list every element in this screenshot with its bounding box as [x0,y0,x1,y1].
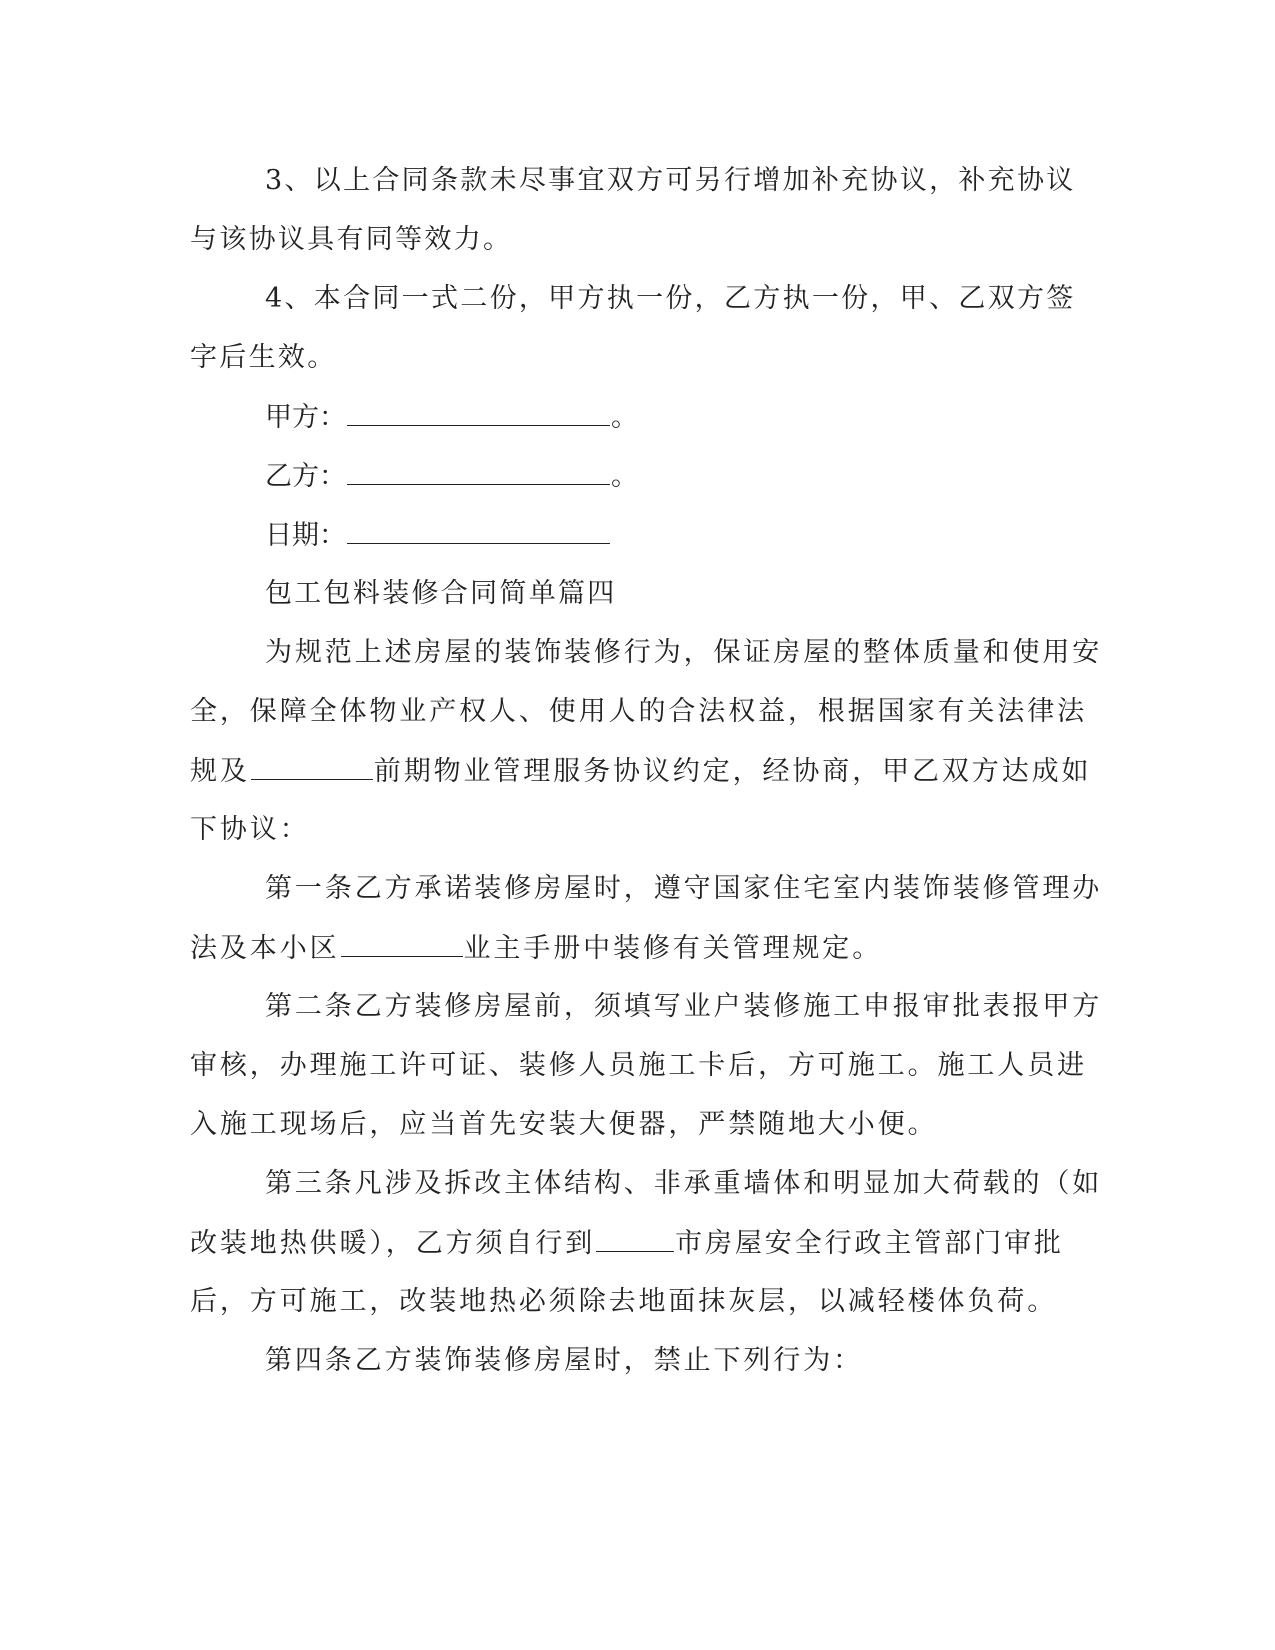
section-title: 包工包料装修合同简单篇四 [265,578,617,609]
article-2-line-2: 审核，办理施工许可证、装修人员施工卡后，方可施工。施工人员进 [190,1050,1087,1081]
intro-line-3 [190,753,1091,789]
article-1-line-2 [190,930,882,966]
article-3-line-1: 第三条凡涉及拆改主体结构、非承重墙体和明显加大荷载的（如 [265,1168,1103,1199]
signature-party-b [265,458,638,494]
intro-line-3-end: 前期物业管理服务协议约定，经协商，甲乙双方达成如 [373,756,1092,787]
party-b-signature-blank [347,458,610,485]
article-1-line-1: 第一条乙方承诺装修房屋时，遵守国家住宅室内装饰装修管理办 [265,873,1103,904]
article-4-line-1: 第四条乙方装饰装修房屋时，禁止下列行为： [265,1345,863,1376]
party-a-label: 甲方： [265,402,346,433]
intro-line-2: 全，保障全体物业产权人、使用人的合法权益，根据国家有关法律法 [190,696,1087,727]
article-2-line-3: 入施工现场后，应当首先安装大便器，严禁随地大小便。 [190,1109,938,1140]
clause-4-line-1: 4、本合同一式二份，甲方执一份，乙方执一份，甲、乙双方签 [265,283,1076,314]
party-b-label: 乙方： [265,461,346,492]
clause-3-line-1: 3、以上合同条款未尽事宜双方可另行增加补充协议，补充协议 [265,165,1076,196]
clause-4-line-2: 字后生效。 [190,342,337,373]
article-3-line-2 [190,1225,1064,1261]
intro-line-1: 为规范上述房屋的装饰装修行为，保证房屋的整体质量和使用安 [265,637,1103,668]
article-1-line-2-start: 法及本小区 [190,933,340,964]
article-3-line-2-end: 市房屋安全行政主管部门审批 [675,1228,1064,1259]
intro-line-3-start: 规及 [190,756,250,787]
date-label: 日期： [265,520,346,551]
property-name-blank [251,753,373,780]
party-a-signature-blank [347,399,610,426]
date-blank [347,517,610,544]
party-a-end: 。 [611,402,638,433]
article-3-line-3: 后，方可施工，改装地热必须除去地面抹灰层，以减轻楼体负荷。 [190,1286,1058,1317]
article-2-line-1: 第二条乙方装修房屋前，须填写业户装修施工申报审批表报甲方 [265,991,1103,1022]
city-name-blank [596,1225,674,1252]
community-name-blank [341,930,463,957]
signature-party-a [265,399,638,435]
intro-line-4: 下协议： [190,814,310,845]
article-1-line-2-end: 业主手册中装修有关管理规定。 [463,933,883,964]
article-3-line-2-start: 改装地热供暖），乙方须自行到 [190,1228,596,1259]
clause-3-line-2: 与该协议具有同等效力。 [190,224,513,255]
signature-date [265,517,611,553]
party-b-end: 。 [611,461,638,492]
